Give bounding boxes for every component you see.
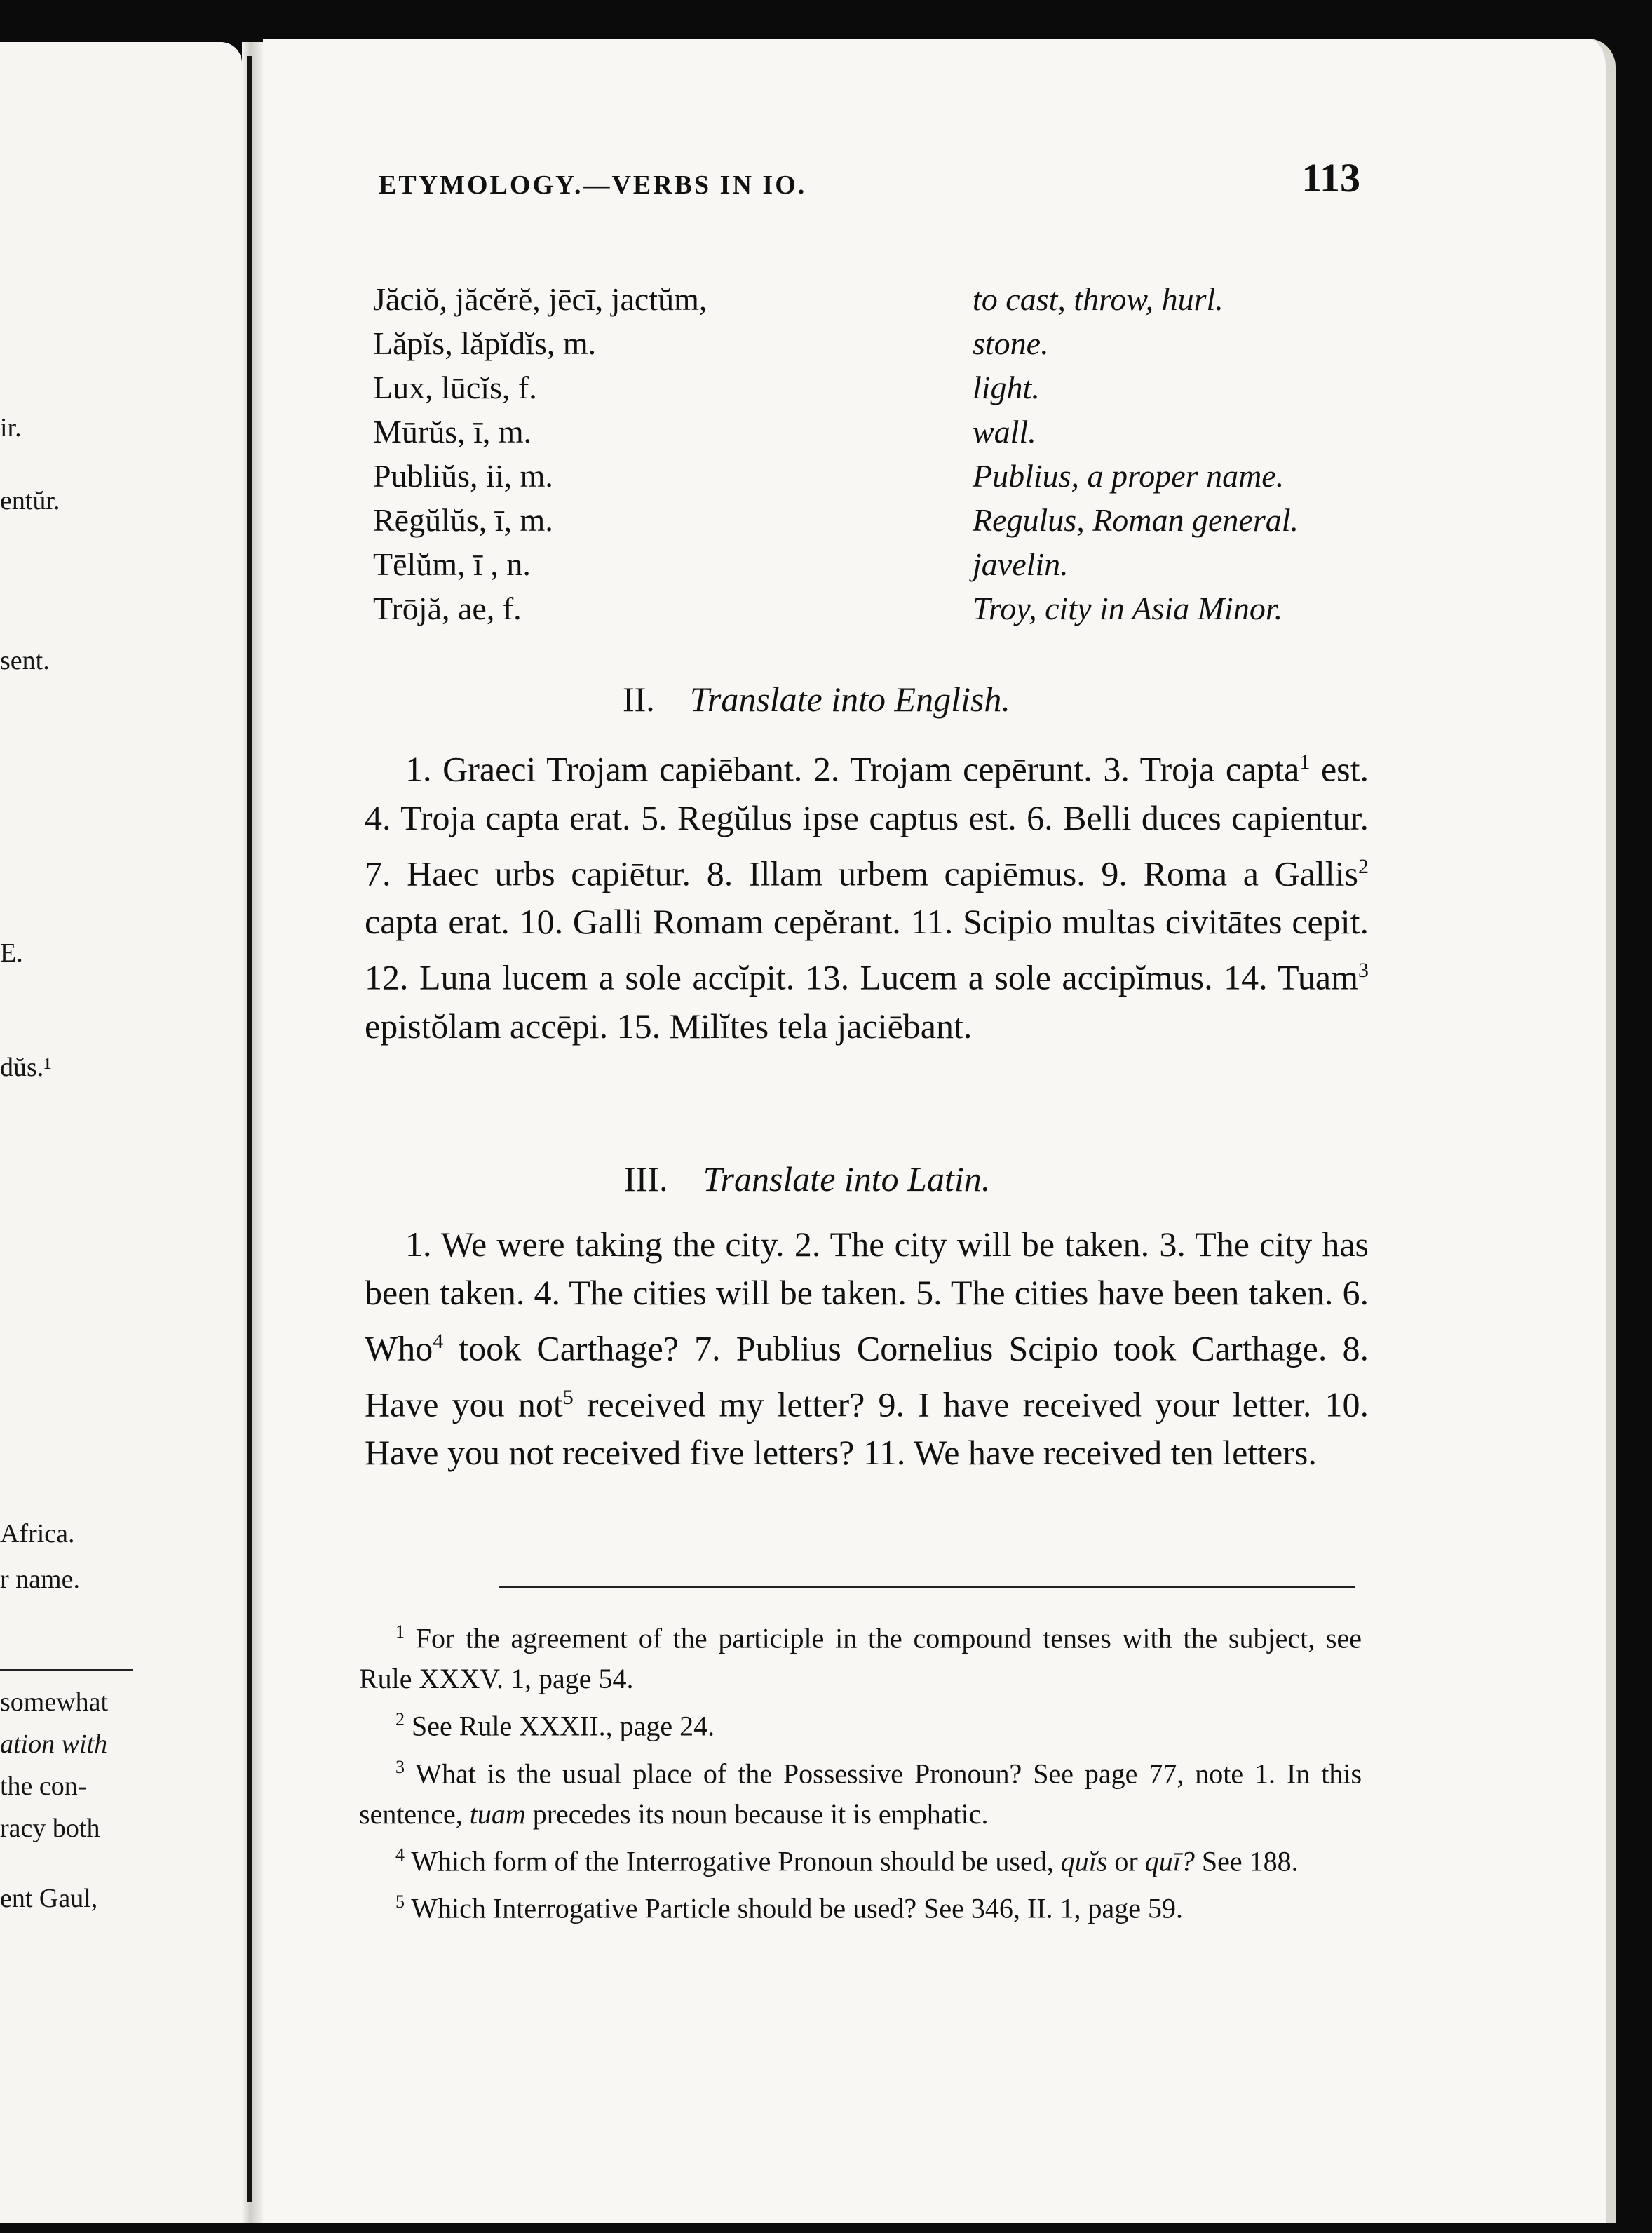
- footnote: [359, 1747, 1362, 1835]
- exercise-paragraph: [365, 1220, 1369, 1477]
- vocabulary-row: [373, 321, 1369, 365]
- definition: stone.: [973, 325, 1049, 361]
- footnote-italic: quī?: [1144, 1845, 1195, 1877]
- section-numeral: II.: [623, 680, 655, 719]
- latin-word: Lăpĭs, lăpĭdĭs, m.: [373, 325, 597, 361]
- exercise-text: capta erat. 10. Galli Romam cepĕrant. 11. Scipio multas civitātes cepit. 12. Luna lucem a sole accĭpit. 13. Lucem a sole accipĭmus. 14. Tuam: [365, 902, 1369, 997]
- footnote-mark: 3: [395, 1756, 405, 1777]
- footnote-mark: 5: [395, 1891, 405, 1912]
- footnote-text: For the agreement of the participle in the compound tenses with the subject, see Rule XXXV. 1, page 54.: [359, 1622, 1362, 1695]
- running-head: ETYMOLOGY.—VERBS IN IO.: [379, 170, 807, 200]
- footnote-ref: 4: [433, 1330, 444, 1353]
- footnotes: [359, 1612, 1362, 1929]
- left-fragment: somewhat: [0, 1687, 109, 1717]
- footnote-text: Which form of the Interrogative Pronoun should be used,: [411, 1845, 1061, 1877]
- definition: Regulus, Roman general.: [973, 502, 1299, 538]
- footnote: [359, 1612, 1362, 1699]
- latin-word: Trōjă, ae, f.: [373, 591, 522, 626]
- left-fragment: ir.: [0, 413, 22, 443]
- footnote: [359, 1882, 1362, 1929]
- definition: wall.: [973, 414, 1036, 450]
- footnote-text: precedes its noun because it is emphatic.: [525, 1797, 989, 1830]
- section-heading: [623, 679, 1010, 720]
- footnote-ref: 1: [1299, 750, 1311, 774]
- vocabulary-row: [373, 277, 1369, 321]
- vocabulary-row: [373, 586, 1369, 630]
- footnote-text: What is the usual place of the Possessive Pronoun? See page 77, note 1. In this sentence,: [359, 1757, 1362, 1830]
- definition: light.: [973, 370, 1040, 405]
- footnote-text: See 188.: [1194, 1845, 1299, 1877]
- latin-word: Jăciŏ, jăcĕrĕ, jēcī, jactŭm,: [373, 281, 707, 317]
- exercise-text: received my letter? 9. I have received your letter. 10. Have you not received five letters? 11. We have received ten letters.: [365, 1384, 1369, 1473]
- definition: Publius, a proper name.: [973, 458, 1285, 494]
- left-page-fragment: [0, 42, 242, 2223]
- definition: javelin.: [973, 546, 1069, 582]
- definition: to cast, throw, hurl.: [973, 281, 1224, 317]
- footnote-text: or: [1107, 1845, 1145, 1877]
- definition: Troy, city in Asia Minor.: [973, 591, 1283, 626]
- latin-word: Rēgŭlŭs, ī, m.: [373, 502, 553, 538]
- exercise-text: epistŏlam accēpi. 15. Milĭtes tela jaciēbant.: [365, 1006, 973, 1046]
- book-gutter: [242, 42, 263, 2223]
- left-fragment: r name.: [0, 1565, 80, 1594]
- left-fragment: entŭr.: [0, 486, 60, 515]
- footnote-ref: 2: [1358, 854, 1369, 878]
- latin-word: Lux, lūcĭs, f.: [373, 370, 537, 405]
- latin-word: Tēlŭm, ī , n.: [373, 546, 531, 582]
- latin-word: Publiŭs, ii, m.: [373, 458, 553, 494]
- exercise-text: est. 4. Troja capta erat. 5. Regŭlus ipse captus est. 6. Belli duces capientur. 7. Haec urbs capiētur. 8. Illam urbem capiēmus. 9. Roma a Gallis: [365, 749, 1369, 893]
- vocabulary-row: [373, 542, 1369, 586]
- page-edge-line: [247, 56, 252, 2202]
- left-footnote-rule: [0, 1669, 133, 1671]
- section-numeral: III.: [624, 1159, 668, 1199]
- footnote: [359, 1699, 1362, 1746]
- left-fragment: Africa.: [0, 1519, 75, 1549]
- footnote-text: See Rule XXXII., page 24.: [412, 1710, 715, 1742]
- section-title: Translate into Latin.: [703, 1159, 991, 1199]
- footnote-ref: 5: [562, 1385, 574, 1409]
- left-fragment: dŭs.¹: [0, 1053, 52, 1082]
- left-fragment: E.: [0, 938, 23, 968]
- left-fragment: the con-: [0, 1772, 87, 1801]
- exercise-text: 1. We were taking the city. 2. The city will be taken. 3. The city has been taken. 4. The cities will be taken. 5. The cities have been taken. 6. Who: [365, 1225, 1369, 1368]
- footnote-mark: 4: [395, 1844, 405, 1865]
- footnote-text: Which Interrogative Particle should be used? See 346, II. 1, page 59.: [411, 1892, 1184, 1924]
- section-heading: [624, 1159, 990, 1199]
- footnote-mark: 1: [395, 1621, 405, 1642]
- footnote: [359, 1835, 1362, 1882]
- left-fragment: sent.: [0, 646, 50, 675]
- exercise-text: took Carthage? 7. Publius Cornelius Scipio took Carthage. 8. Have you not: [365, 1328, 1369, 1424]
- left-fragment: ent Gaul,: [0, 1884, 98, 1913]
- vocabulary-row: [373, 410, 1369, 454]
- footnote-italic: quĭs: [1060, 1845, 1108, 1877]
- section-title: Translate into English.: [689, 680, 1010, 719]
- exercise-text: 1. Graeci Trojam capiēbant. 2. Trojam cepērunt. 3. Troja capta: [405, 749, 1300, 789]
- footnote-ref: 3: [1358, 959, 1369, 983]
- latin-word: Mūrŭs, ī, m.: [373, 414, 532, 450]
- page-header: [379, 154, 1360, 210]
- vocabulary-list: [373, 277, 1369, 630]
- vocabulary-row: [373, 365, 1369, 410]
- left-fragment: racy both: [0, 1814, 100, 1843]
- footnote-italic: tuam: [469, 1797, 526, 1830]
- footnote-mark: 2: [395, 1709, 405, 1730]
- left-fragment: ation with: [0, 1729, 108, 1759]
- footnote-rule: [499, 1586, 1355, 1588]
- vocabulary-row: [373, 498, 1369, 542]
- vocabulary-row: [373, 454, 1369, 498]
- page-number: 113: [1301, 155, 1360, 201]
- exercise-paragraph: [365, 738, 1369, 1051]
